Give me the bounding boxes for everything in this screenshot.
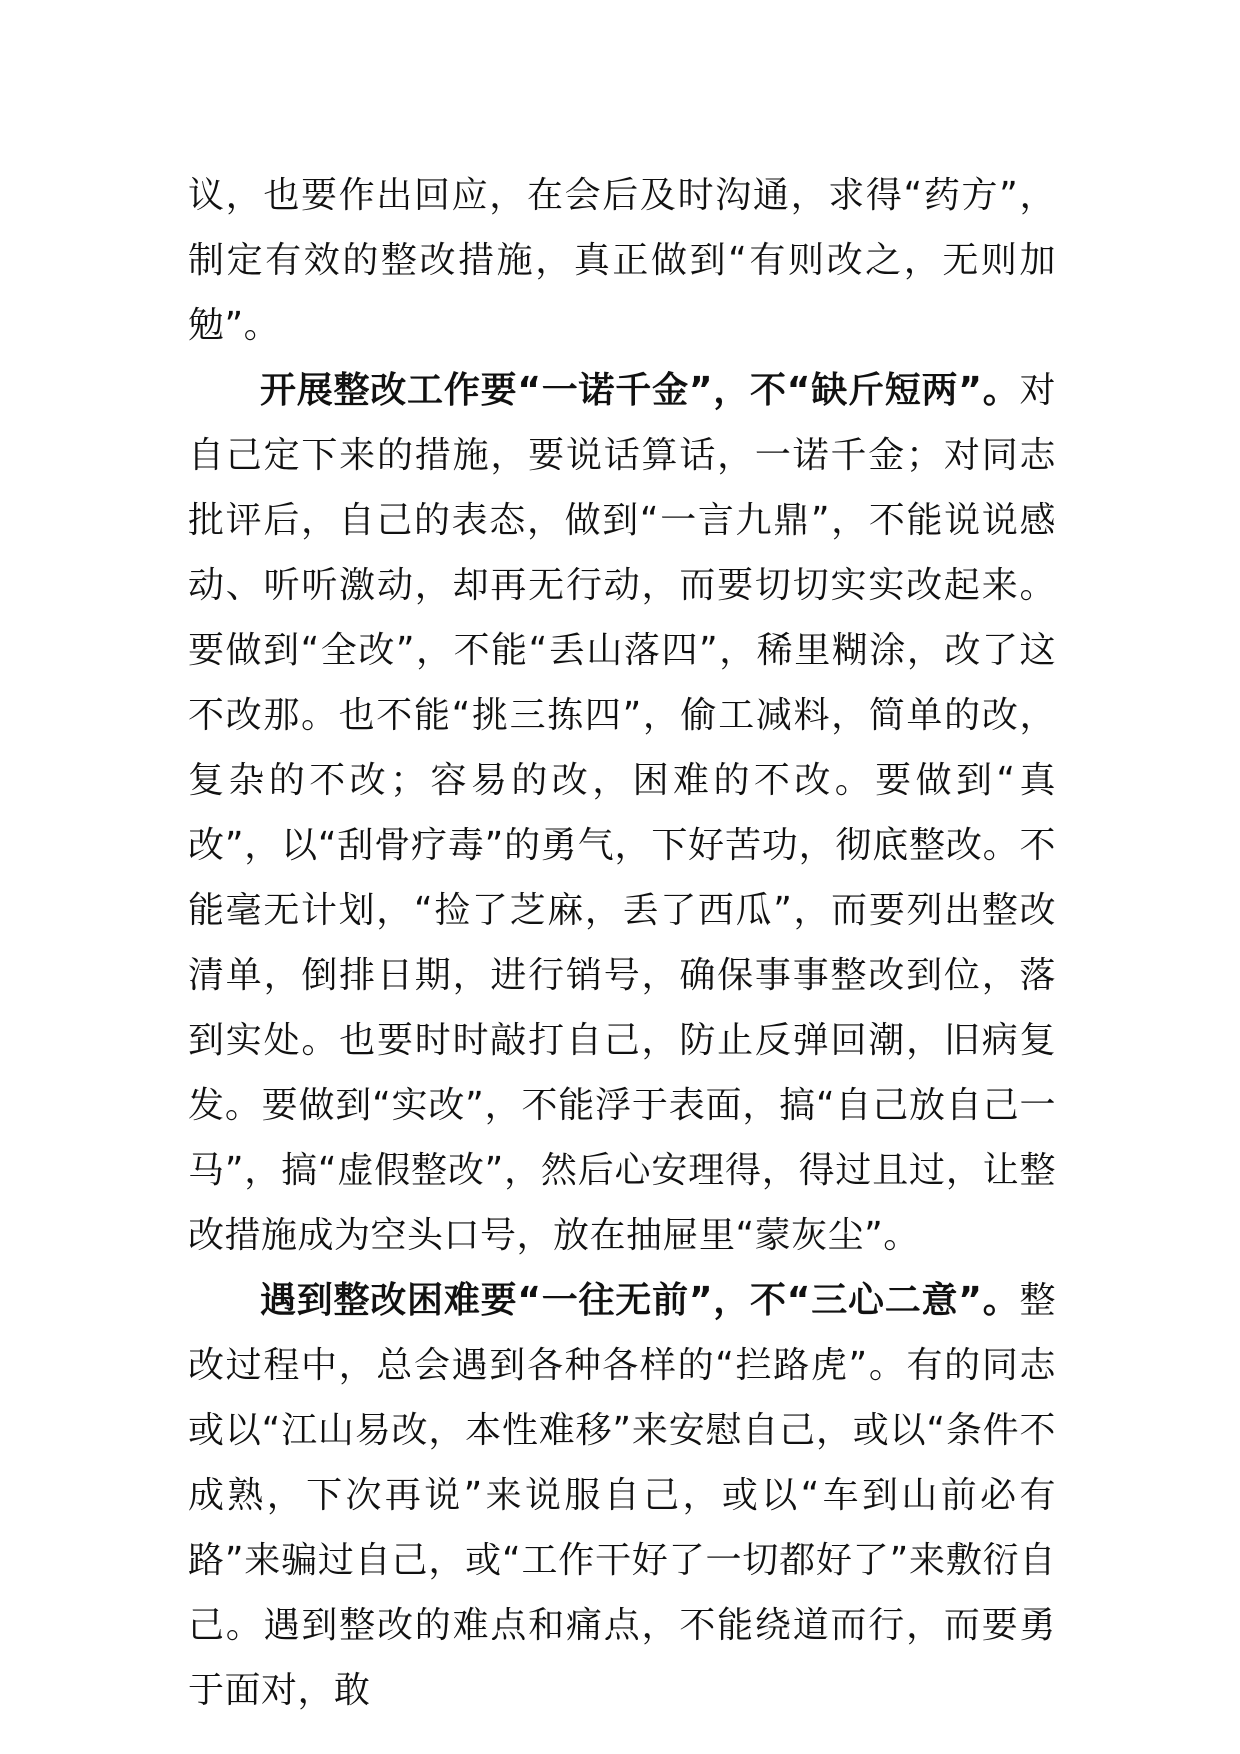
document-page [188,163,1056,1723]
paragraph-text: 对自己定下来的措施，要说话算话，一诺千金；对同志批评后，自己的表态，做到“一言九鼎”，不能说说感动、听听激动，却再无行动，而要切切实实改起来。要做到“全改”，不能“丢山落四”，稀里糊涂，改了这不改那。也不能“挑三拣四”，偷工减料，简单的改，复杂的不改；容易的改，困难的不改。要做到“真改”，以“刮骨疗毒”的勇气，下好苦功，彻底整改。不能毫无计划，“捡了芝麻，丢了西瓜”，而要列出整改清单，倒排日期，进行销号，确保事事整改到位，落到实处。也要时时敲打自己，防止反弹回潮，旧病复发。要做到“实改”，不能浮于表面，搞“自己放自己一马”，搞“虚假整改”，然后心安理得，得过且过，让整改措施成为空头口号，放在抽屉里“蒙灰尘”。 [188,370,1056,1256]
paragraph-text: 整改过程中，总会遇到各种各样的“拦路虎”。有的同志或以“江山易改，本性难移”来安慰自己，或以“条件不成熟，下次再说”来说服自己，或以“车到山前必有路”来骗过自己，或“工作干好了一切都好了”来敷衍自己。遇到整改的难点和痛点，不能绕道而行，而要勇于面对，敢 [188,1280,1056,1711]
paragraph-lead: 遇到整改困难要“一往无前”，不“三心二意”。 [260,1280,1020,1321]
paragraph-text: 议，也要作出回应，在会后及时沟通，求得“药方”，制定有效的整改措施，真正做到“有则改之，无则加勉”。 [188,175,1056,346]
paragraph-continued [188,163,1056,358]
paragraph-difficulty [188,1268,1056,1723]
paragraph-lead: 开展整改工作要“一诺千金”，不“缺斤短两”。 [260,370,1020,411]
paragraph-commitment [188,358,1056,1268]
